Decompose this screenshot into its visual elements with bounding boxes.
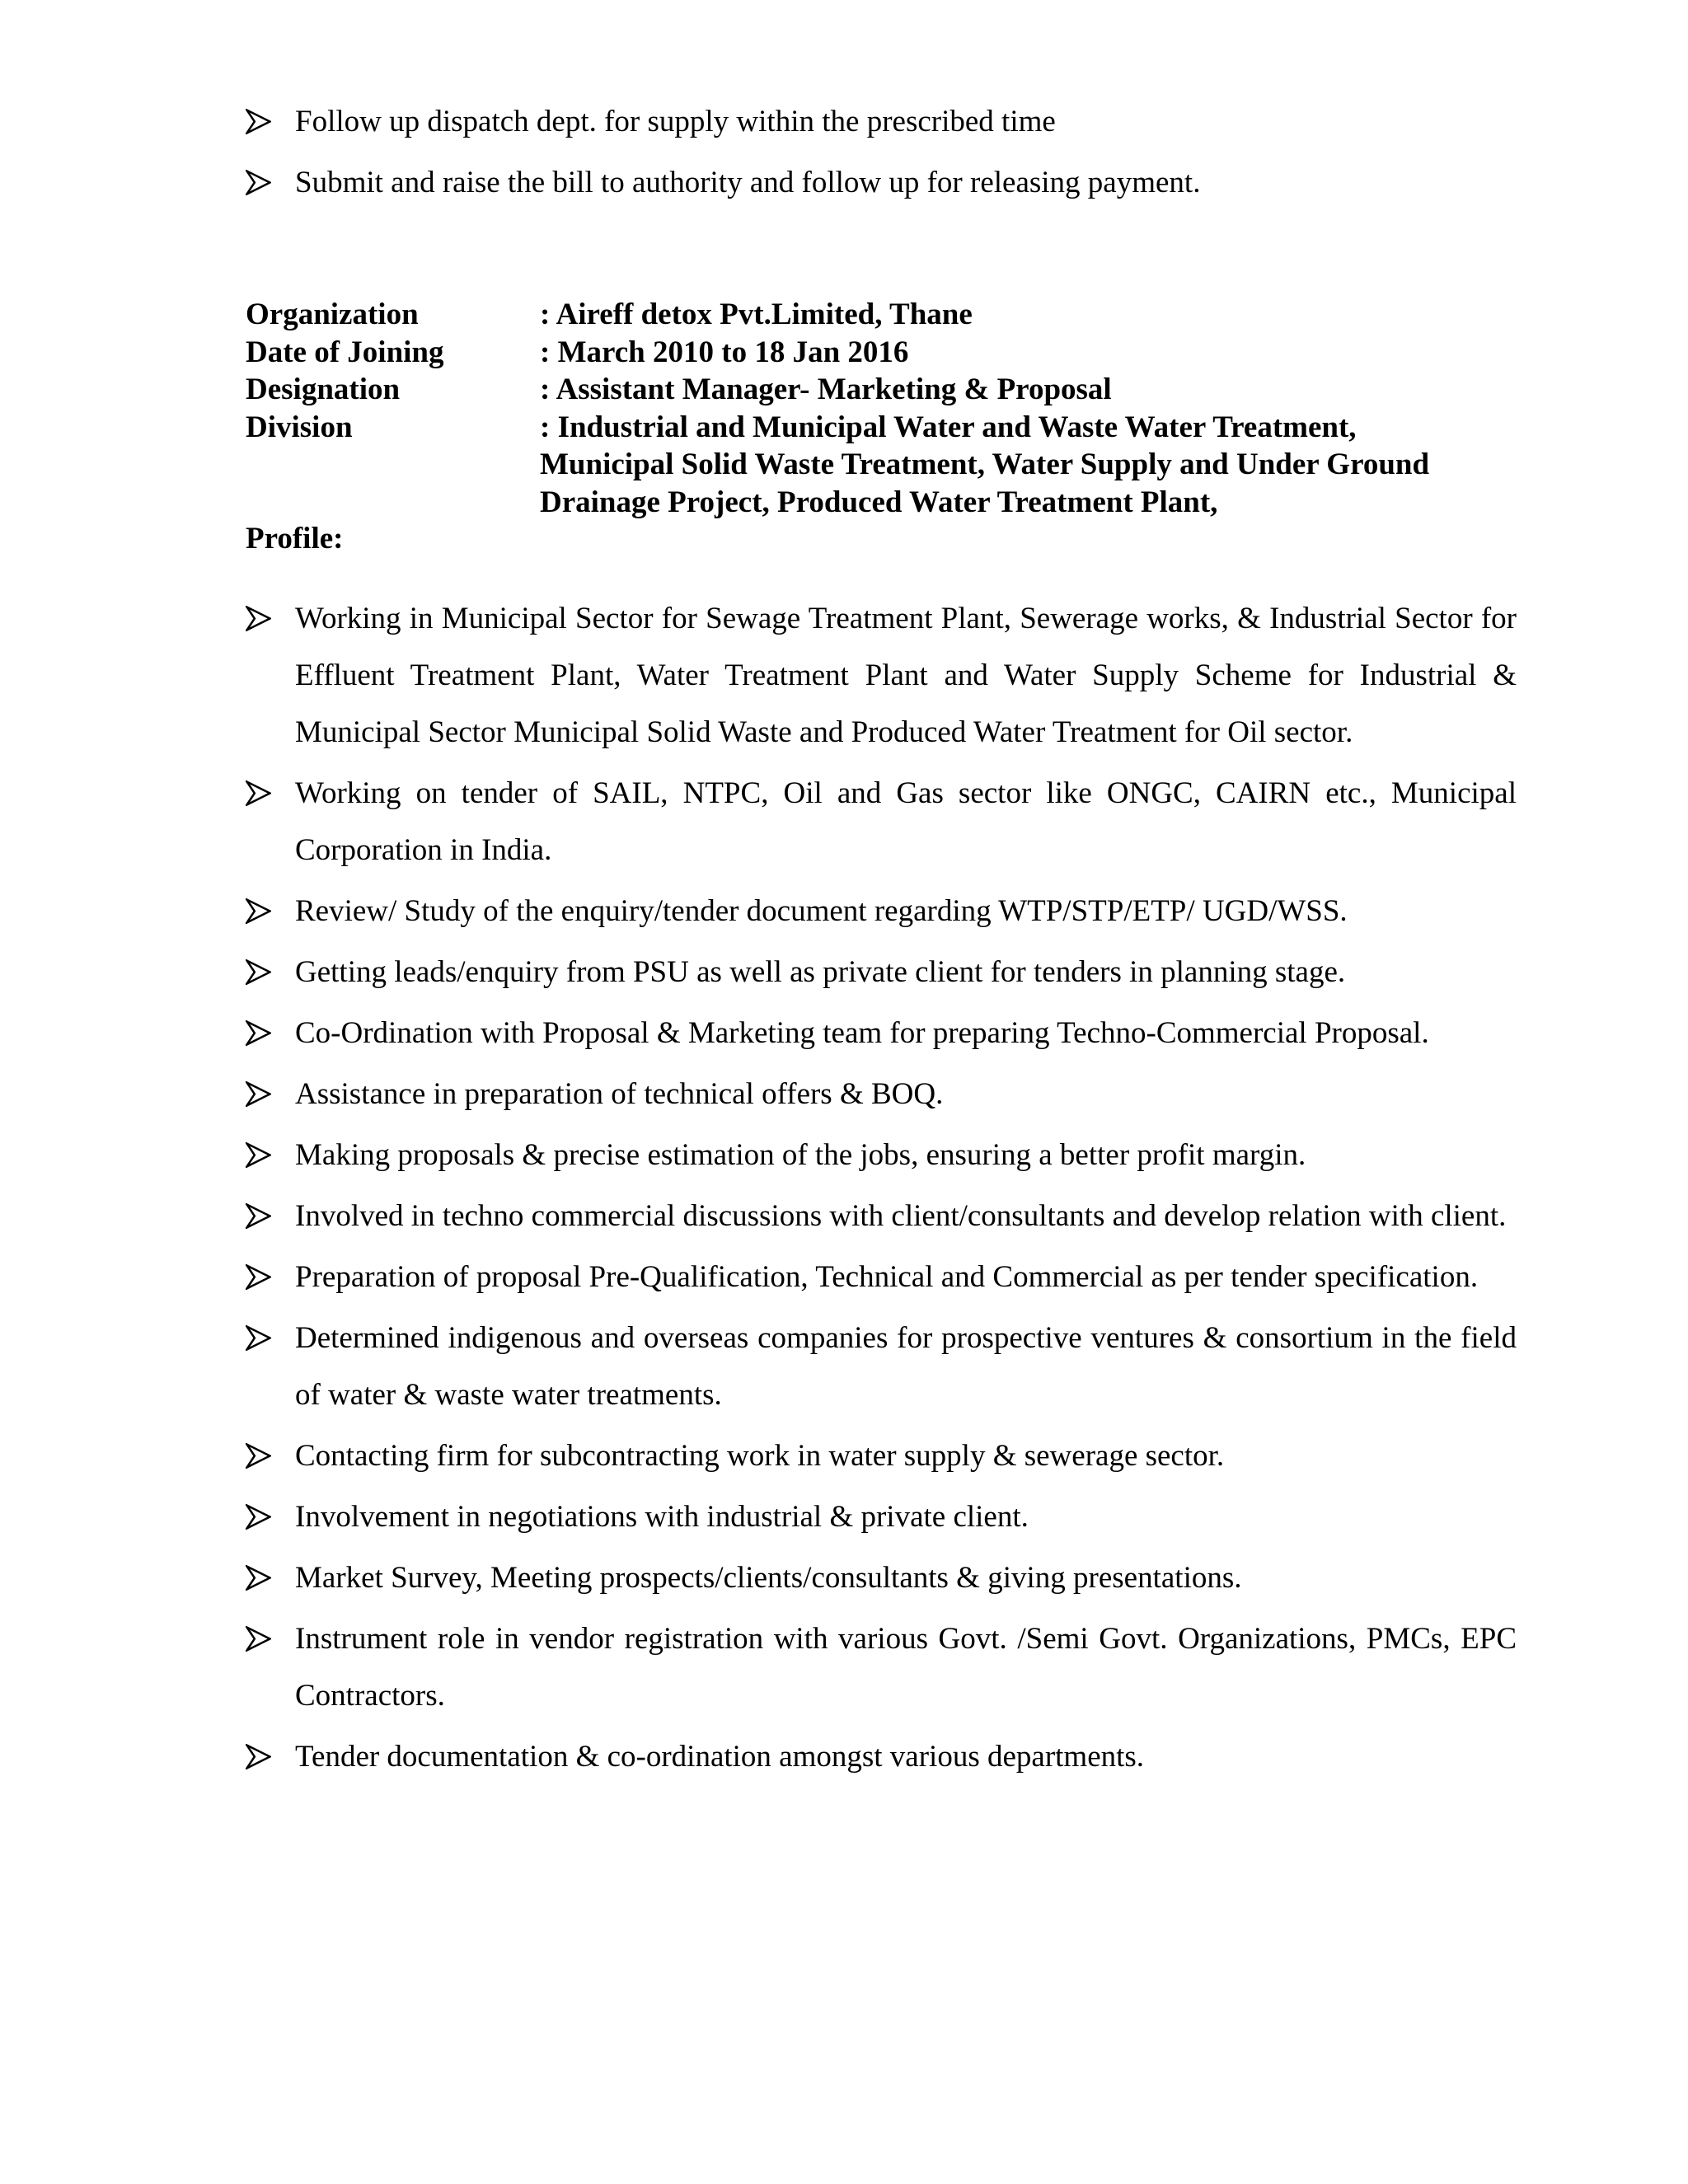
top-bullet-list <box>246 93 1517 215</box>
list-item <box>246 1728 1517 1785</box>
list-item <box>246 883 1517 940</box>
joining-date-row <box>246 334 1523 372</box>
arrow-bullet-icon <box>246 1264 271 1290</box>
organization-label: Organization <box>246 298 419 331</box>
organization-details <box>246 296 1523 521</box>
division-value: : Industrial and Municipal Water and Waste Water Treatment, Municipal Solid Waste Treatment, Water Supply and Under Ground Drainage Project, Produced Water Treatment Plant, <box>540 410 1430 519</box>
arrow-bullet-icon <box>246 1504 271 1530</box>
bullet-text: Follow up dispatch dept. for supply within the prescribed time <box>295 105 1056 138</box>
list-item <box>246 1549 1517 1606</box>
division-row <box>246 409 1523 522</box>
list-item <box>246 1188 1517 1244</box>
organization-value: : Aireff detox Pvt.Limited, Thane <box>540 298 973 331</box>
list-item <box>246 1610 1517 1724</box>
bullet-text: Review/ Study of the enquiry/tender document regarding WTP/STP/ETP/ UGD/WSS. <box>295 894 1348 928</box>
bullet-text: Working on tender of SAIL, NTPC, Oil and Gas sector like ONGC, CAIRN etc., Municipal Corporation in India. <box>295 776 1517 867</box>
bullet-text: Assistance in preparation of technical offers & BOQ. <box>295 1077 944 1111</box>
list-item <box>246 1127 1517 1183</box>
bullet-text: Co-Ordination with Proposal & Marketing team for preparing Techno-Commercial Proposal. <box>295 1016 1429 1050</box>
list-item <box>246 944 1517 1001</box>
arrow-bullet-icon <box>246 1325 271 1351</box>
division-label: Division <box>246 410 353 444</box>
joining-date-value: : March 2010 to 18 Jan 2016 <box>540 335 909 369</box>
organization-row <box>246 296 1523 334</box>
list-item <box>246 765 1517 879</box>
list-item <box>246 1427 1517 1484</box>
bullet-text: Instrument role in vendor registration with various Govt. /Semi Govt. Organizations, PMCs, EPC Contractors. <box>295 1622 1517 1713</box>
bullet-text: Preparation of proposal Pre-Qualification, Technical and Commercial as per tender specification. <box>295 1260 1479 1294</box>
bullet-text: Tender documentation & co-ordination amongst various departments. <box>295 1740 1145 1774</box>
designation-row <box>246 371 1523 409</box>
arrow-bullet-icon <box>246 109 271 134</box>
arrow-bullet-icon <box>246 1744 271 1769</box>
list-item <box>246 1066 1517 1122</box>
list-item <box>246 154 1517 211</box>
profile-heading: Profile: <box>246 522 344 555</box>
arrow-bullet-icon <box>246 1443 271 1469</box>
bullet-text: Getting leads/enquiry from PSU as well as private client for tenders in planning stage. <box>295 955 1346 989</box>
arrow-bullet-icon <box>246 1565 271 1591</box>
list-item <box>246 1005 1517 1062</box>
bullet-text: Submit and raise the bill to authority and follow up for releasing payment. <box>295 166 1201 199</box>
bullet-text: Determined indigenous and overseas companies for prospective ventures & consortium in the field of water & waste water treatments. <box>295 1321 1517 1412</box>
bullet-text: Contacting firm for subcontracting work in water supply & sewerage sector. <box>295 1439 1225 1473</box>
bullet-text: Market Survey, Meeting prospects/clients/consultants & giving presentations. <box>295 1561 1242 1595</box>
bullet-text: Working in Municipal Sector for Sewage Treatment Plant, Sewerage works, & Industrial Sector for Effluent Treatment Plant, Water Treatment Plant and Water Supply Scheme for Industrial & Municipal Sector Municipal Solid Waste and Produced Water Treatment for Oil sector. <box>295 602 1517 749</box>
joining-date-label: Date of Joining <box>246 335 444 369</box>
arrow-bullet-icon <box>246 959 271 985</box>
arrow-bullet-icon <box>246 1203 271 1229</box>
designation-label: Designation <box>246 373 401 406</box>
list-item <box>246 1310 1517 1423</box>
designation-value: : Assistant Manager- Marketing & Proposal <box>540 373 1112 406</box>
arrow-bullet-icon <box>246 606 271 631</box>
bullet-text: Involvement in negotiations with industrial & private client. <box>295 1500 1029 1534</box>
arrow-bullet-icon <box>246 1081 271 1107</box>
list-item <box>246 1488 1517 1545</box>
profile-bullet-list <box>246 590 1517 1789</box>
arrow-bullet-icon <box>246 1142 271 1168</box>
arrow-bullet-icon <box>246 1020 271 1046</box>
arrow-bullet-icon <box>246 1626 271 1652</box>
arrow-bullet-icon <box>246 780 271 806</box>
list-item <box>246 93 1517 150</box>
bullet-text: Making proposals & precise estimation of the jobs, ensuring a better profit margin. <box>295 1138 1306 1172</box>
bullet-text: Involved in techno commercial discussions with client/consultants and develop relation with client. <box>295 1199 1507 1233</box>
arrow-bullet-icon <box>246 898 271 924</box>
list-item <box>246 1249 1517 1305</box>
list-item <box>246 590 1517 761</box>
arrow-bullet-icon <box>246 170 271 195</box>
